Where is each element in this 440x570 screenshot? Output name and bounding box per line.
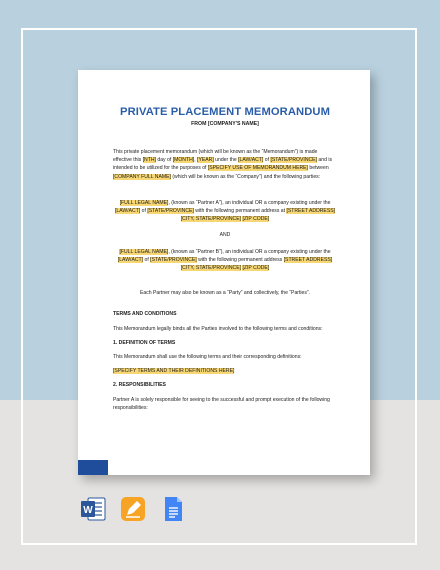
placeholder-zip: [ZIP CODE] [242,216,270,223]
partner-b-paragraph [113,248,337,273]
placeholder-city: [CITY, STATE/PROVINCE] [180,265,242,272]
section2-heading: 2. RESPONSIBILITIES [113,382,166,389]
document-content [113,106,337,412]
word-icon[interactable] [80,496,106,527]
placeholder-state: [STATE/PROVINCE] [270,157,317,164]
partner-text: , (known as “Partner A”), an individual OR a company existing under the [168,199,331,206]
document-title: PRIVATE PLACEMENT MEMORANDUM [120,106,330,118]
document-subtitle: FROM [COMPANY'S NAME] [191,121,259,127]
terms-text: This Memorandum legally binds all the Parties involved to the following terms and conditions: [113,325,323,332]
intro-text: (which will be known as the “Company”) and the following parties: [170,173,321,180]
placeholder-nth: [NTH] [142,157,156,164]
placeholder-street: [STREET ADDRESS] [283,256,333,263]
placeholder-year: [YEAR] [197,157,214,164]
document-page [78,70,370,475]
placeholder-month: [MONTH] [172,157,195,164]
terms-heading: TERMS AND CONDITIONS [113,311,177,318]
placeholder-law-act: [LAW/ACT] [114,208,141,215]
party-note: Each Partner may also be known as a “Party” and collectively, the “Parties”. [139,290,311,297]
placeholder-street: [STREET ADDRESS] [286,208,336,215]
intro-text: under the [213,157,239,164]
placeholder-legal-name: [FULL LEGAL NAME] [119,199,169,206]
placeholder-use: [SPECIFY USE OF MEMORANDUM HERE] [207,165,308,172]
section1-text: This Memorandum shall use the following terms and their corresponding definitions: [113,354,302,361]
placeholder-law-act: [LAW/ACT] [117,256,144,263]
accent-bar [78,460,108,475]
partner-text: of [140,208,148,215]
section1-placeholder-line [113,367,337,375]
placeholder-legal-name: [FULL LEGAL NAME] [119,248,169,255]
intro-text: and is intended to be utilized for the purposes of [113,157,333,172]
section2-text: Partner A is solely responsible for seeing to the successful and prompt execution of the following responsibilities: [113,396,330,411]
placeholder-terms: [SPECIFY TERMS AND THEIR DEFINITIONS HERE] [113,368,235,375]
placeholder-city: [CITY, STATE/PROVINCE] [180,216,242,223]
and-separator: AND [219,232,231,239]
placeholder-state: [STATE/PROVINCE] [150,256,197,263]
intro-paragraph [113,148,337,181]
partner-a-paragraph [113,199,337,224]
pages-icon[interactable] [120,496,146,527]
placeholder-zip: [ZIP CODE] [242,265,270,272]
google-docs-icon[interactable] [160,496,186,527]
partner-text: , (known as “Partner B”), an individual OR a company existing under the [168,248,331,255]
partner-text: of [143,256,151,263]
svg-text:W: W [83,505,93,516]
partner-text: with the following permanent address at [193,208,287,215]
intro-text: day of [155,157,173,164]
intro-text: This private placement memorandum (which will be known as the “Memorandum”) is made effective this [113,149,318,164]
placeholder-state: [STATE/PROVINCE] [147,208,194,215]
placeholder-company-name: [COMPANY FULL NAME] [113,173,171,180]
partner-text: with the following permanent address [196,256,284,263]
section1-heading: 1. DEFINITION OF TERMS [113,339,176,346]
placeholder-law-act: [LAW/ACT] [238,157,264,164]
intro-text: , [194,157,198,164]
intro-text: of [263,157,271,164]
intro-text: between [307,165,329,172]
